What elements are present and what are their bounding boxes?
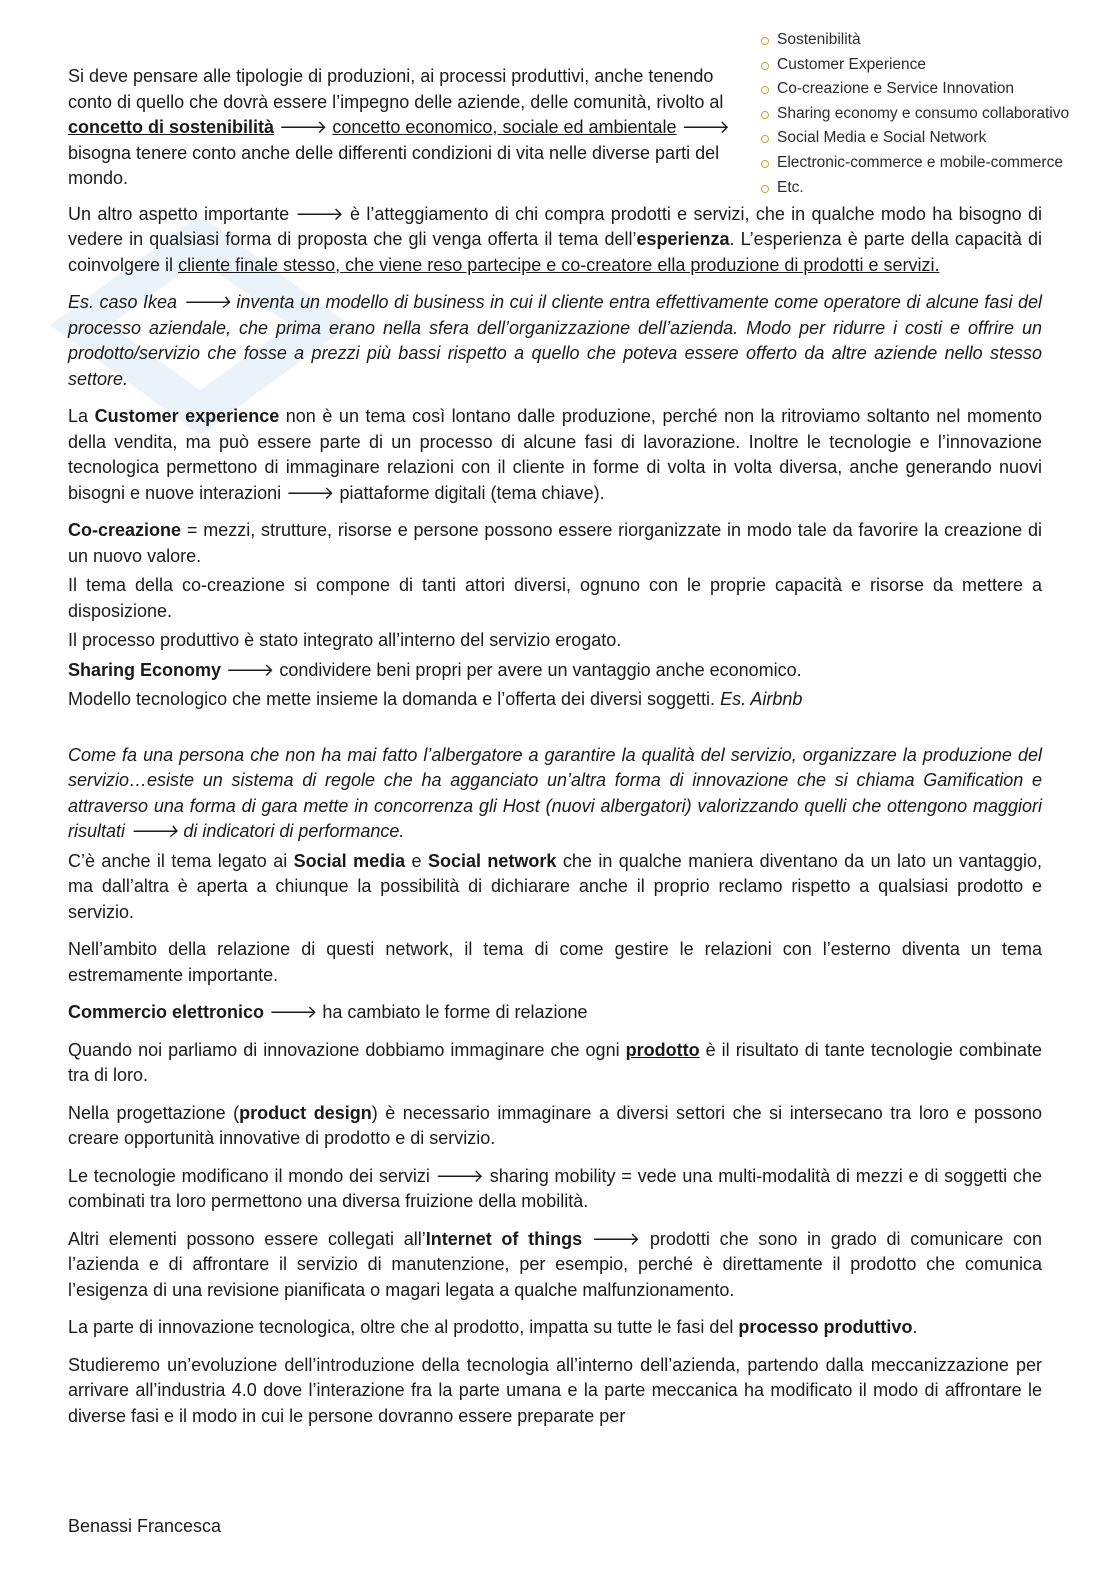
paragraph-process: Il processo produttivo è stato integrato all’interno del servizio erogato. (68, 630, 622, 650)
paragraph-production-process: La parte di innovazione tecnologica, oltre che al prodotto, impatta su tutte le fasi del processo produttivo. (68, 1317, 918, 1337)
arrow-icon: 🡒 (295, 203, 344, 224)
list-item: Social Media e Social Network (760, 126, 1069, 151)
paragraph-ikea-example: Es. caso Ikea 🡒 inventa un modello di business in cui il cliente entra effettivamente come operatore di alcune fasi del processo aziendale, che prima erano nella sfera dell’organizzazione dell’azienda. Modo per ridurre i costi e offrire un prodotto/servizio che fosse a prezzi più bassi rispetto a quello che poteva essere offerto da altre aziende nello stesso settore. (68, 292, 1042, 389)
paragraph-tech-model: Modello tecnologico che mette insieme la domanda e l’offerta dei diversi soggetti. Es. Airbnb (68, 689, 803, 709)
document-body (68, 64, 1042, 1441)
paragraph-product: Quando noi parliamo di innovazione dobbiamo immaginare che ogni prodotto è il risultato di tante tecnologie combinate tra di loro. (68, 1039, 1043, 1085)
footer-author: Benassi Francesca (68, 1516, 222, 1536)
arrow-icon: 🡒 (591, 1228, 641, 1249)
list-item: Sostenibilità (760, 28, 1069, 53)
paragraph-ecommerce: Commercio elettronico 🡒 ha cambiato le forme di relazione (68, 1002, 588, 1022)
list-item: Sharing economy e consumo collaborativo (760, 102, 1069, 127)
list-item: Electronic-commerce e mobile-commerce (760, 151, 1069, 176)
paragraph-network-relations: Nell’ambito della relazione di questi network, il tema di come gestire le relazioni con l’esterno diventa un tema estremamente importante. (68, 939, 1042, 985)
paragraph-sharing-economy: Sharing Economy 🡒 condividere beni propri per avere un vantaggio anche economico. (68, 659, 802, 680)
paragraph-co-creation: Co-creazione = mezzi, strutture, risorse e persone possono essere riorganizzate in modo tale da favorire la creazione di un nuovo valore. (68, 520, 1042, 566)
paragraph-customer-experience: La Customer experience non è un tema così lontano dalle produzione, perché non la ritroviamo soltanto nel momento della vendita, ma può essere parte di un processo di alcune fasi di lavorazione. Inoltre le tecnologie e l’innovazione tecnologica permettono di immaginare relazioni con il cliente in forme di volta in volta diversa, anche generando nuovi bisogni e nuove interazioni 🡒 piattaforme digitali (tema chiave). (68, 406, 1042, 503)
paragraph-evolution: Studieremo un’evoluzione dell’introduzione della tecnologia all’interno dell’azienda, partendo dalla meccanizzazione per arrivare all’industria 4.0 dove l’interazione fra la parte umana e la parte meccanica ha modificato il modo di affrontare le diverse fasi e il modo in cui le persone dovranno essere preparate per (68, 1354, 1042, 1426)
paragraph-gamification: Come fa una persona che non ha mai fatto l’albergatore a garantire la qualità del servizio, organizzare la produzione del servizio…esiste un sistema di regole che ha agganciato un’altra forma di innovazione che si chiama Gamification e attraverso una forma di gara mette in concorrenza gli Host (nuovi albergatori) valorizzando quelli che ottengono maggiori risultati 🡒 di indicatori di performance. (68, 744, 1042, 841)
list-item: Etc. (760, 176, 1069, 201)
arrow-icon: 🡒 (226, 659, 275, 680)
arrow-icon: 🡒 (269, 1002, 318, 1022)
arrow-icon: 🡒 (130, 821, 179, 841)
arrow-icon: 🡒 (279, 117, 328, 137)
arrow-icon: 🡒 (435, 1165, 484, 1186)
paragraph-sustainability: Si deve pensare alle tipologie di produzioni, ai processi produttivi, anche tenendo conto di quello che dovrà essere l’impegno delle aziende, delle comunità, rivolto al concetto di sostenibilità 🡒 concetto economico, sociale ed ambientale 🡒 bisogna tenere conto anche delle differenti condizioni di vita nelle diverse parti del mondo. (68, 66, 730, 188)
paragraph-social: C’è anche il tema legato ai Social media e Social network che in qualche maniera diventano da un lato un vantaggio, ma dall’altra è aperta a chiunque la possibilità di dichiarare anche il proprio reclamo rispetto a qualsiasi prodotto e servizio. (68, 850, 1042, 922)
paragraph-co-creation-actors: Il tema della co-creazione si compone di tanti attori diversi, ognuno con le proprie capacità e risorse da mettere a disposizione. (68, 575, 1042, 621)
arrow-icon: 🡒 (681, 117, 730, 137)
paragraph-experience: Un altro aspetto importante 🡒 è l’atteggiamento di chi compra prodotti e servizi, che in qualche modo ha bisogno di vedere in qualsiasi forma di proposta che gli venga offerta il tema dell’esperienza. L’esperienza è parte della capacità di coinvolgere il cliente finale stesso, che viene reso partecipe e co-creatore ella produzione di prodotti e servizi. (68, 203, 1042, 275)
list-item: Customer Experience (760, 53, 1069, 78)
list-item: Co-creazione e Service Innovation (760, 77, 1069, 102)
paragraph-sharing-mobility: Le tecnologie modificano il mondo dei servizi 🡒 sharing mobility = vede una multi-modalità di mezzi e di soggetti che combinati tra loro permettono una diversa fruizione della mobilità. (68, 1165, 1042, 1211)
arrow-icon: 🡒 (182, 292, 231, 312)
arrow-icon: 🡒 (286, 482, 335, 503)
paragraph-product-design: Nella progettazione (product design) è necessario immaginare a diversi settori che si intersecano tra loro e possono creare opportunità innovative di prodotto e di servizio. (68, 1102, 1042, 1148)
paragraph-iot: Altri elementi possono essere collegati all’Internet of things 🡒 prodotti che sono in grado di comunicare con l’azienda e di affrontare il servizio di manutenzione, per esempio, perché è direttamente il prodotto che comunica l’esigenza di una revisione pianificata o magari legata a qualche malfunzionamento. (68, 1228, 1042, 1300)
